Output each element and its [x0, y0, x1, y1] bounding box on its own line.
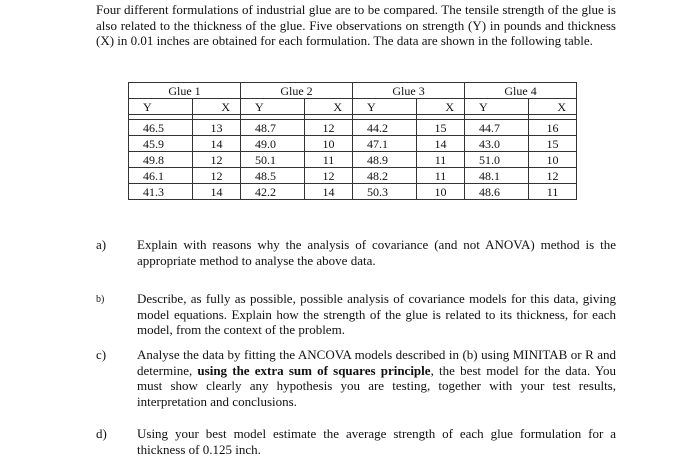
table-cell: 48.1 — [465, 168, 529, 184]
table-cell: 48.9 — [353, 152, 417, 168]
table-cell: 13 — [193, 120, 241, 136]
table-cell: 14 — [193, 184, 241, 200]
table-cell: 41.3 — [129, 184, 193, 200]
question-text-part: Analyse the data by fitting the ANCOVA models described in (b) using MINITAB or R and determine, — [137, 347, 616, 378]
table-cell: 12 — [305, 168, 353, 184]
question-text-part: , the best model for the data. You must show clearly any hypothesis you are testing, together with your test results, interpretation and conclusions. — [137, 362, 616, 409]
table-cell: 44.7 — [465, 120, 529, 136]
table-cell: 14 — [305, 184, 353, 200]
question-text-emphasis: using the extra sum of squares principle — [197, 362, 431, 378]
problem-intro: Four different formulations of industrial glue are to be compared. The tensile strength of the glue is also related to the thickness of the glue. Five observations on strength (Y) in pounds and thickness (X) in 0.01 inches are obtained for each formulation. The data are shown in the following table. — [96, 2, 616, 49]
glue-2-header: Glue 2 — [241, 83, 353, 99]
table-cell: 48.6 — [465, 184, 529, 200]
table-cell: 51.0 — [465, 152, 529, 168]
table-cell: 14 — [417, 136, 465, 152]
question-a — [96, 237, 616, 268]
table-cell: 44.2 — [353, 120, 417, 136]
table-cell: 10 — [417, 184, 465, 200]
table-row — [129, 168, 577, 184]
table-cell: 49.8 — [129, 152, 193, 168]
table-cell: 12 — [193, 152, 241, 168]
question-label: a) — [96, 237, 107, 252]
table-cell: 11 — [417, 168, 465, 184]
table-cell: 12 — [305, 120, 353, 136]
question-text: Explain with reasons why the analysis of covariance (and not ANOVA) method is the appropriate method to analyse the above data. — [137, 237, 616, 268]
table-row — [129, 120, 577, 136]
table-cell: 46.1 — [129, 168, 193, 184]
table-cell: 11 — [417, 152, 465, 168]
table-cell: 45.9 — [129, 136, 193, 152]
question-c — [96, 347, 616, 409]
column-header-y: Y — [241, 99, 305, 115]
glue-1-header: Glue 1 — [129, 83, 241, 99]
column-header-x: X — [193, 99, 241, 115]
question-label: c) — [96, 347, 107, 362]
column-header-y: Y — [465, 99, 529, 115]
question-label: b) — [96, 294, 105, 305]
table-cell: 15 — [529, 136, 577, 152]
column-header-y: Y — [129, 99, 193, 115]
table-cell: 10 — [305, 136, 353, 152]
table-cell: 46.5 — [129, 120, 193, 136]
table-cell: 10 — [529, 152, 577, 168]
table-cell: 50.1 — [241, 152, 305, 168]
column-header-y: Y — [353, 99, 417, 115]
table-cell: 49.0 — [241, 136, 305, 152]
question-text: Describe, as fully as possible, possible analysis of covariance models for this data, giving model equations. Explain how the strength of the glue is related to its thickness, for each model, from the context of the problem. — [137, 291, 616, 338]
question-text: Using your best model estimate the average strength of each glue formulation for a thickness of 0.125 inch. — [137, 426, 616, 457]
table-cell: 11 — [529, 184, 577, 200]
table-row — [129, 136, 577, 152]
table-cell: 42.2 — [241, 184, 305, 200]
table-cell: 43.0 — [465, 136, 529, 152]
table-cell: 11 — [305, 152, 353, 168]
question-d — [96, 426, 616, 457]
table-cell: 48.2 — [353, 168, 417, 184]
table-row — [129, 152, 577, 168]
question-text — [137, 347, 616, 409]
table-cell: 48.7 — [241, 120, 305, 136]
table-cell: 14 — [193, 136, 241, 152]
table-row — [129, 184, 577, 200]
table-cell: 15 — [417, 120, 465, 136]
column-header-x: X — [529, 99, 577, 115]
question-label: d) — [96, 426, 107, 441]
glue-data-table — [128, 82, 577, 200]
column-header-x: X — [417, 99, 465, 115]
question-b — [96, 291, 616, 338]
table-cell: 12 — [193, 168, 241, 184]
glue-3-header: Glue 3 — [353, 83, 465, 99]
table-cell: 47.1 — [353, 136, 417, 152]
table-cell: 50.3 — [353, 184, 417, 200]
glue-4-header: Glue 4 — [465, 83, 577, 99]
table-cell: 48.5 — [241, 168, 305, 184]
table-cell: 12 — [529, 168, 577, 184]
column-header-x: X — [305, 99, 353, 115]
table-cell: 16 — [529, 120, 577, 136]
